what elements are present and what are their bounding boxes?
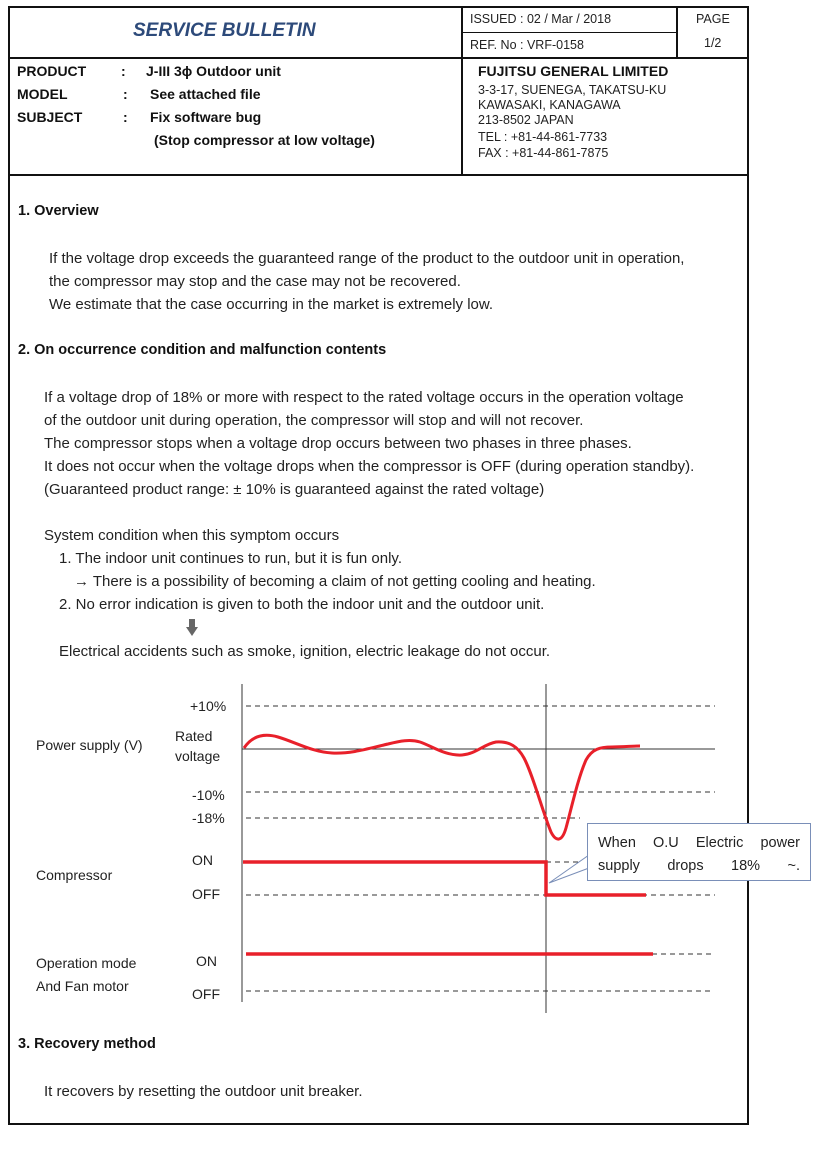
section-2-line-1: If a voltage drop of 18% or more with respect to the rated voltage occurs in the operation voltage xyxy=(44,389,684,406)
model-colon: : xyxy=(123,86,128,102)
section-1-line-1: If the voltage drop exceeds the guaranteed range of the product to the outdoor unit in operation, xyxy=(49,250,685,267)
condition-item-1: 1. The indoor unit continues to run, but it is fun only. xyxy=(59,550,402,567)
system-condition: System condition when this symptom occurs xyxy=(44,527,340,544)
rated-label-1: Rated xyxy=(175,728,213,744)
subject-colon: : xyxy=(123,109,128,125)
conclusion: Electrical accidents such as smoke, ignition, electric leakage do not occur. xyxy=(59,643,551,660)
page-title: SERVICE BULLETIN xyxy=(133,20,316,41)
page-number: 1/2 xyxy=(704,36,722,50)
product-value: J-III 3ϕ Outdoor unit xyxy=(146,63,281,79)
issued-date: ISSUED : 02 / Mar / 2018 xyxy=(470,12,612,26)
condition-item-1-sub: → There is a possibility of becoming a claim of not getting cooling and heating. xyxy=(74,573,596,590)
subject-label: SUBJECT xyxy=(17,109,83,125)
voltage-waveform xyxy=(244,735,640,839)
section-2-line-4: It does not occur when the voltage drops when the compressor is OFF (during operation standby). xyxy=(44,458,695,475)
compressor-label: Compressor xyxy=(36,867,113,883)
condition-item-2: 2. No error indication is given to both the indoor unit and the outdoor unit. xyxy=(59,596,545,613)
section-1-line-3: We estimate that the case occurring in the market is extremely low. xyxy=(49,296,494,313)
compressor-off-label: OFF xyxy=(192,886,220,902)
section-2-line-5: (Guaranteed product range: ± 10% is guaranteed against the rated voltage) xyxy=(44,481,545,498)
opmode-label-1: Operation mode xyxy=(36,955,137,971)
callout-pointer xyxy=(549,855,589,883)
subject-value: Fix software bug xyxy=(150,109,262,125)
subject-note: (Stop compressor at low voltage) xyxy=(154,132,375,148)
page-label: PAGE xyxy=(696,12,730,26)
minus18-label: -18% xyxy=(192,810,225,826)
section-3-text: It recovers by resetting the outdoor unit breaker. xyxy=(44,1083,363,1100)
product-label: PRODUCT xyxy=(17,63,87,79)
model-value: See attached file xyxy=(150,86,261,102)
opmode-label-2: And Fan motor xyxy=(36,978,129,994)
compressor-on-label: ON xyxy=(192,852,213,868)
rated-label-2: voltage xyxy=(175,748,221,764)
product-colon: : xyxy=(121,63,126,79)
section-3-heading: 3. Recovery method xyxy=(18,1036,156,1052)
company-address-3: 213-8502 JAPAN xyxy=(478,113,574,127)
minus10-label: -10% xyxy=(192,787,225,803)
callout-box: When O.U Electric power supply drops 18% ~. xyxy=(587,823,811,881)
company-fax: FAX : +81-44-861-7875 xyxy=(478,146,609,160)
section-1-line-2: the compressor may stop and the case may not be recovered. xyxy=(49,273,461,290)
model-label: MODEL xyxy=(17,86,68,102)
company-name: FUJITSU GENERAL LIMITED xyxy=(478,63,669,79)
plus10-label: +10% xyxy=(190,698,227,714)
power-supply-label: Power supply (V) xyxy=(36,737,143,753)
reference-number: REF. No : VRF-0158 xyxy=(470,38,584,52)
company-tel: TEL : +81-44-861-7733 xyxy=(478,130,608,144)
company-address-1: 3-3-17, SUENEGA, TAKATSU-KU xyxy=(478,83,667,97)
section-2-line-3: The compressor stops when a voltage drop occurs between two phases in three phases. xyxy=(44,435,632,452)
section-2-line-2: of the outdoor unit during operation, the compressor will stop and will not recover. xyxy=(44,412,584,429)
section-2-heading: 2. On occurrence condition and malfunction contents xyxy=(18,342,387,358)
section-1-heading: 1. Overview xyxy=(18,203,99,219)
opmode-on-label: ON xyxy=(196,953,217,969)
opmode-off-label: OFF xyxy=(192,986,220,1002)
company-address-2: KAWASAKI, KANAGAWA xyxy=(478,98,621,112)
